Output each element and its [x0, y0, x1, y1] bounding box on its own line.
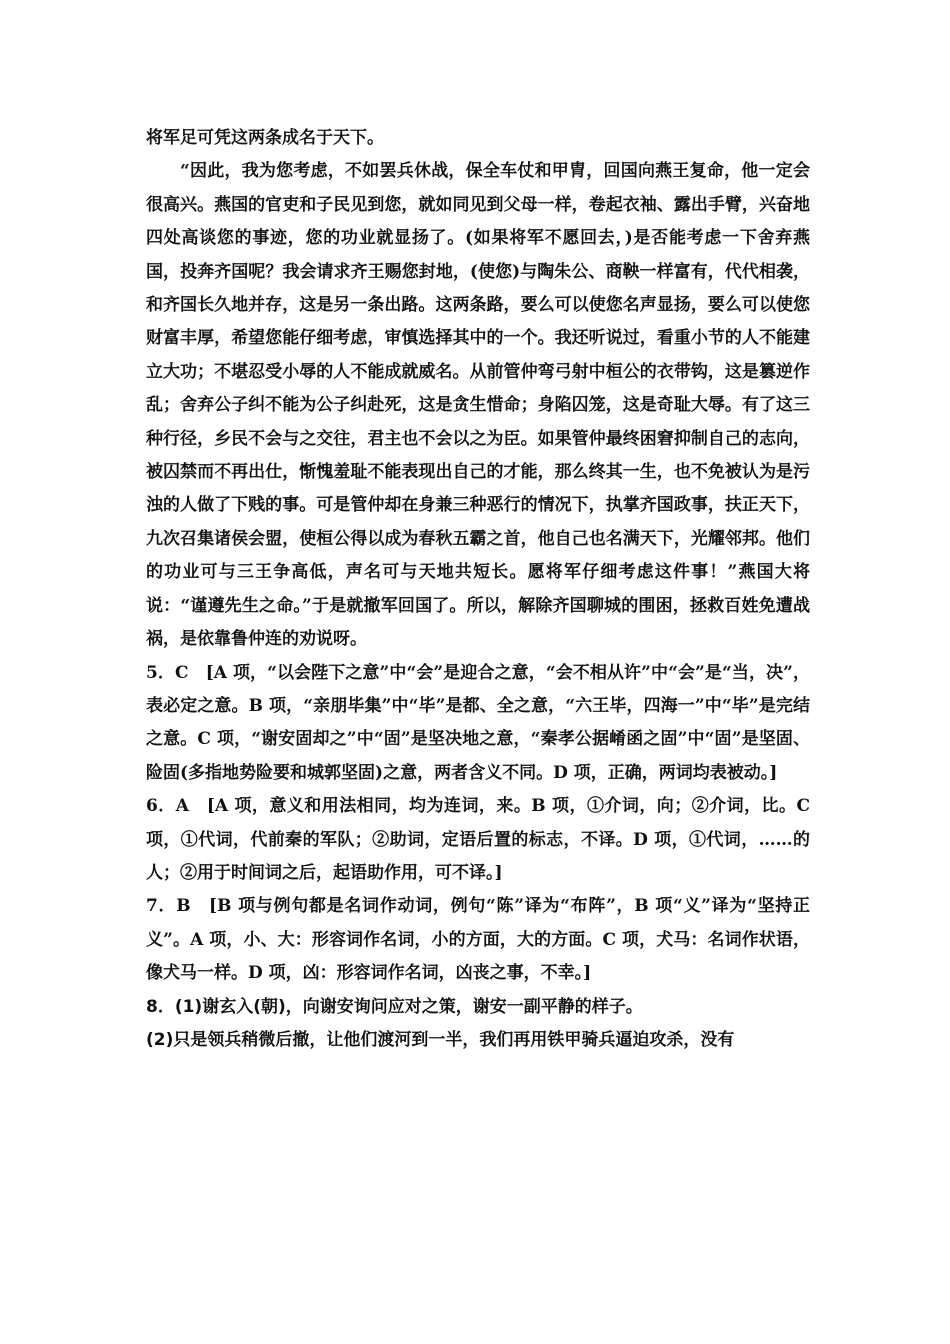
answer-7: 7．B [B 项与例句都是名词作动词，例句“陈”译为“布阵”，B 项“义”译为“坚持正义”。A 项，小、大：形容词作名词，小的方面，大的方面。C 项，犬马：名词作状语，像犬马一样。D 项，凶：形容词作名词，凶丧之事，不幸。]	[146, 896, 810, 984]
paragraph-continuation: 将军足可凭这两条成名于天下。	[146, 128, 384, 148]
document-body	[146, 122, 810, 1057]
answer-6: 6．A [A 项，意义和用法相同，均为连词，来。B 项，①介词，向；②介词，比。C 项，①代词，代前秦的军队；②助词，定语后置的标志，不译。D 项，①代词，……的人；②用于时间词之后，起语助作用，可不译。]	[146, 796, 810, 883]
answer-5: 5．C [A 项，“以会陛下之意”中“会”是迎合之意，“会不相从许”中“会”是“当，决”，表必定之意。B 项，“亲朋毕集”中“毕”是都、全之意，“六王毕，四海一”中“毕”是完结之意。C 项，“谢安固却之”中“固”是坚决地之意，“秦孝公据崤函之固”中“固”是坚固、险固(多指地势险要和城郭坚固)之意，两者含义不同。D 项，正确，两词均表被动。]	[146, 662, 810, 783]
answer-8-part-1: 8．(1)谢玄入(朝)，向谢安询问应对之策，谢安一副平静的样子。	[146, 996, 643, 1017]
paragraph-translation: “因此，我为您考虑，不如罢兵休战，保全车仗和甲胄，回国向燕王复命，他一定会很高兴。燕国的官吏和子民见到您，就如同见到父母一样，卷起衣袖、露出手臂，兴奋地四处高谈您的事迹，您的功业就显扬了。(如果将军不愿回去，)是否能考虑一下舍弃燕国，投奔齐国呢？我会请求齐王赐您封地，(使您)与陶朱公、商鞅一样富有，代代相袭，和齐国长久地并存，这是另一条出路。这两条路，要么可以使您名声显扬，要么可以使您财富丰厚，希望您能仔细考虑，审慎选择其中的一个。我还听说过，看重小节的人不能建立大功；不堪忍受小辱的人不能成就威名。从前管仲弯弓射中桓公的衣带钩，这是篡逆作乱；舍弃公子纠不能为公子纠赴死，这是贪生惜命；身陷囚笼，这是奇耻大辱。有了这三种行径，乡民不会与之交往，君主也不会以之为臣。如果管仲最终困窘抑制自己的志向，被囚禁而不再出仕，惭愧羞耻不能表现出自己的才能，那么终其一生，也不免被认为是污浊的人做了下贱的事。可是管仲却在身兼三种恶行的情况下，执掌齐国政事，扶正天下，九次召集诸侯会盟，使桓公得以成为春秋五霸之首，他自己也名满天下，光耀邻邦。他们的功业可与三王争高低，声名可与天地共短长。愿将军仔细考虑这件事！”燕国大将说：“谨遵先生之命。”于是就撤军回国了。所以，解除齐国聊城的围困，拯救百姓免遭战祸，是依靠鲁仲连的劝说呀。	[146, 161, 810, 650]
answer-8-part-2: (2)只是领兵稍微后撤，让他们渡河到一半，我们再用铁甲骑兵逼迫攻杀，没有	[146, 1029, 735, 1050]
